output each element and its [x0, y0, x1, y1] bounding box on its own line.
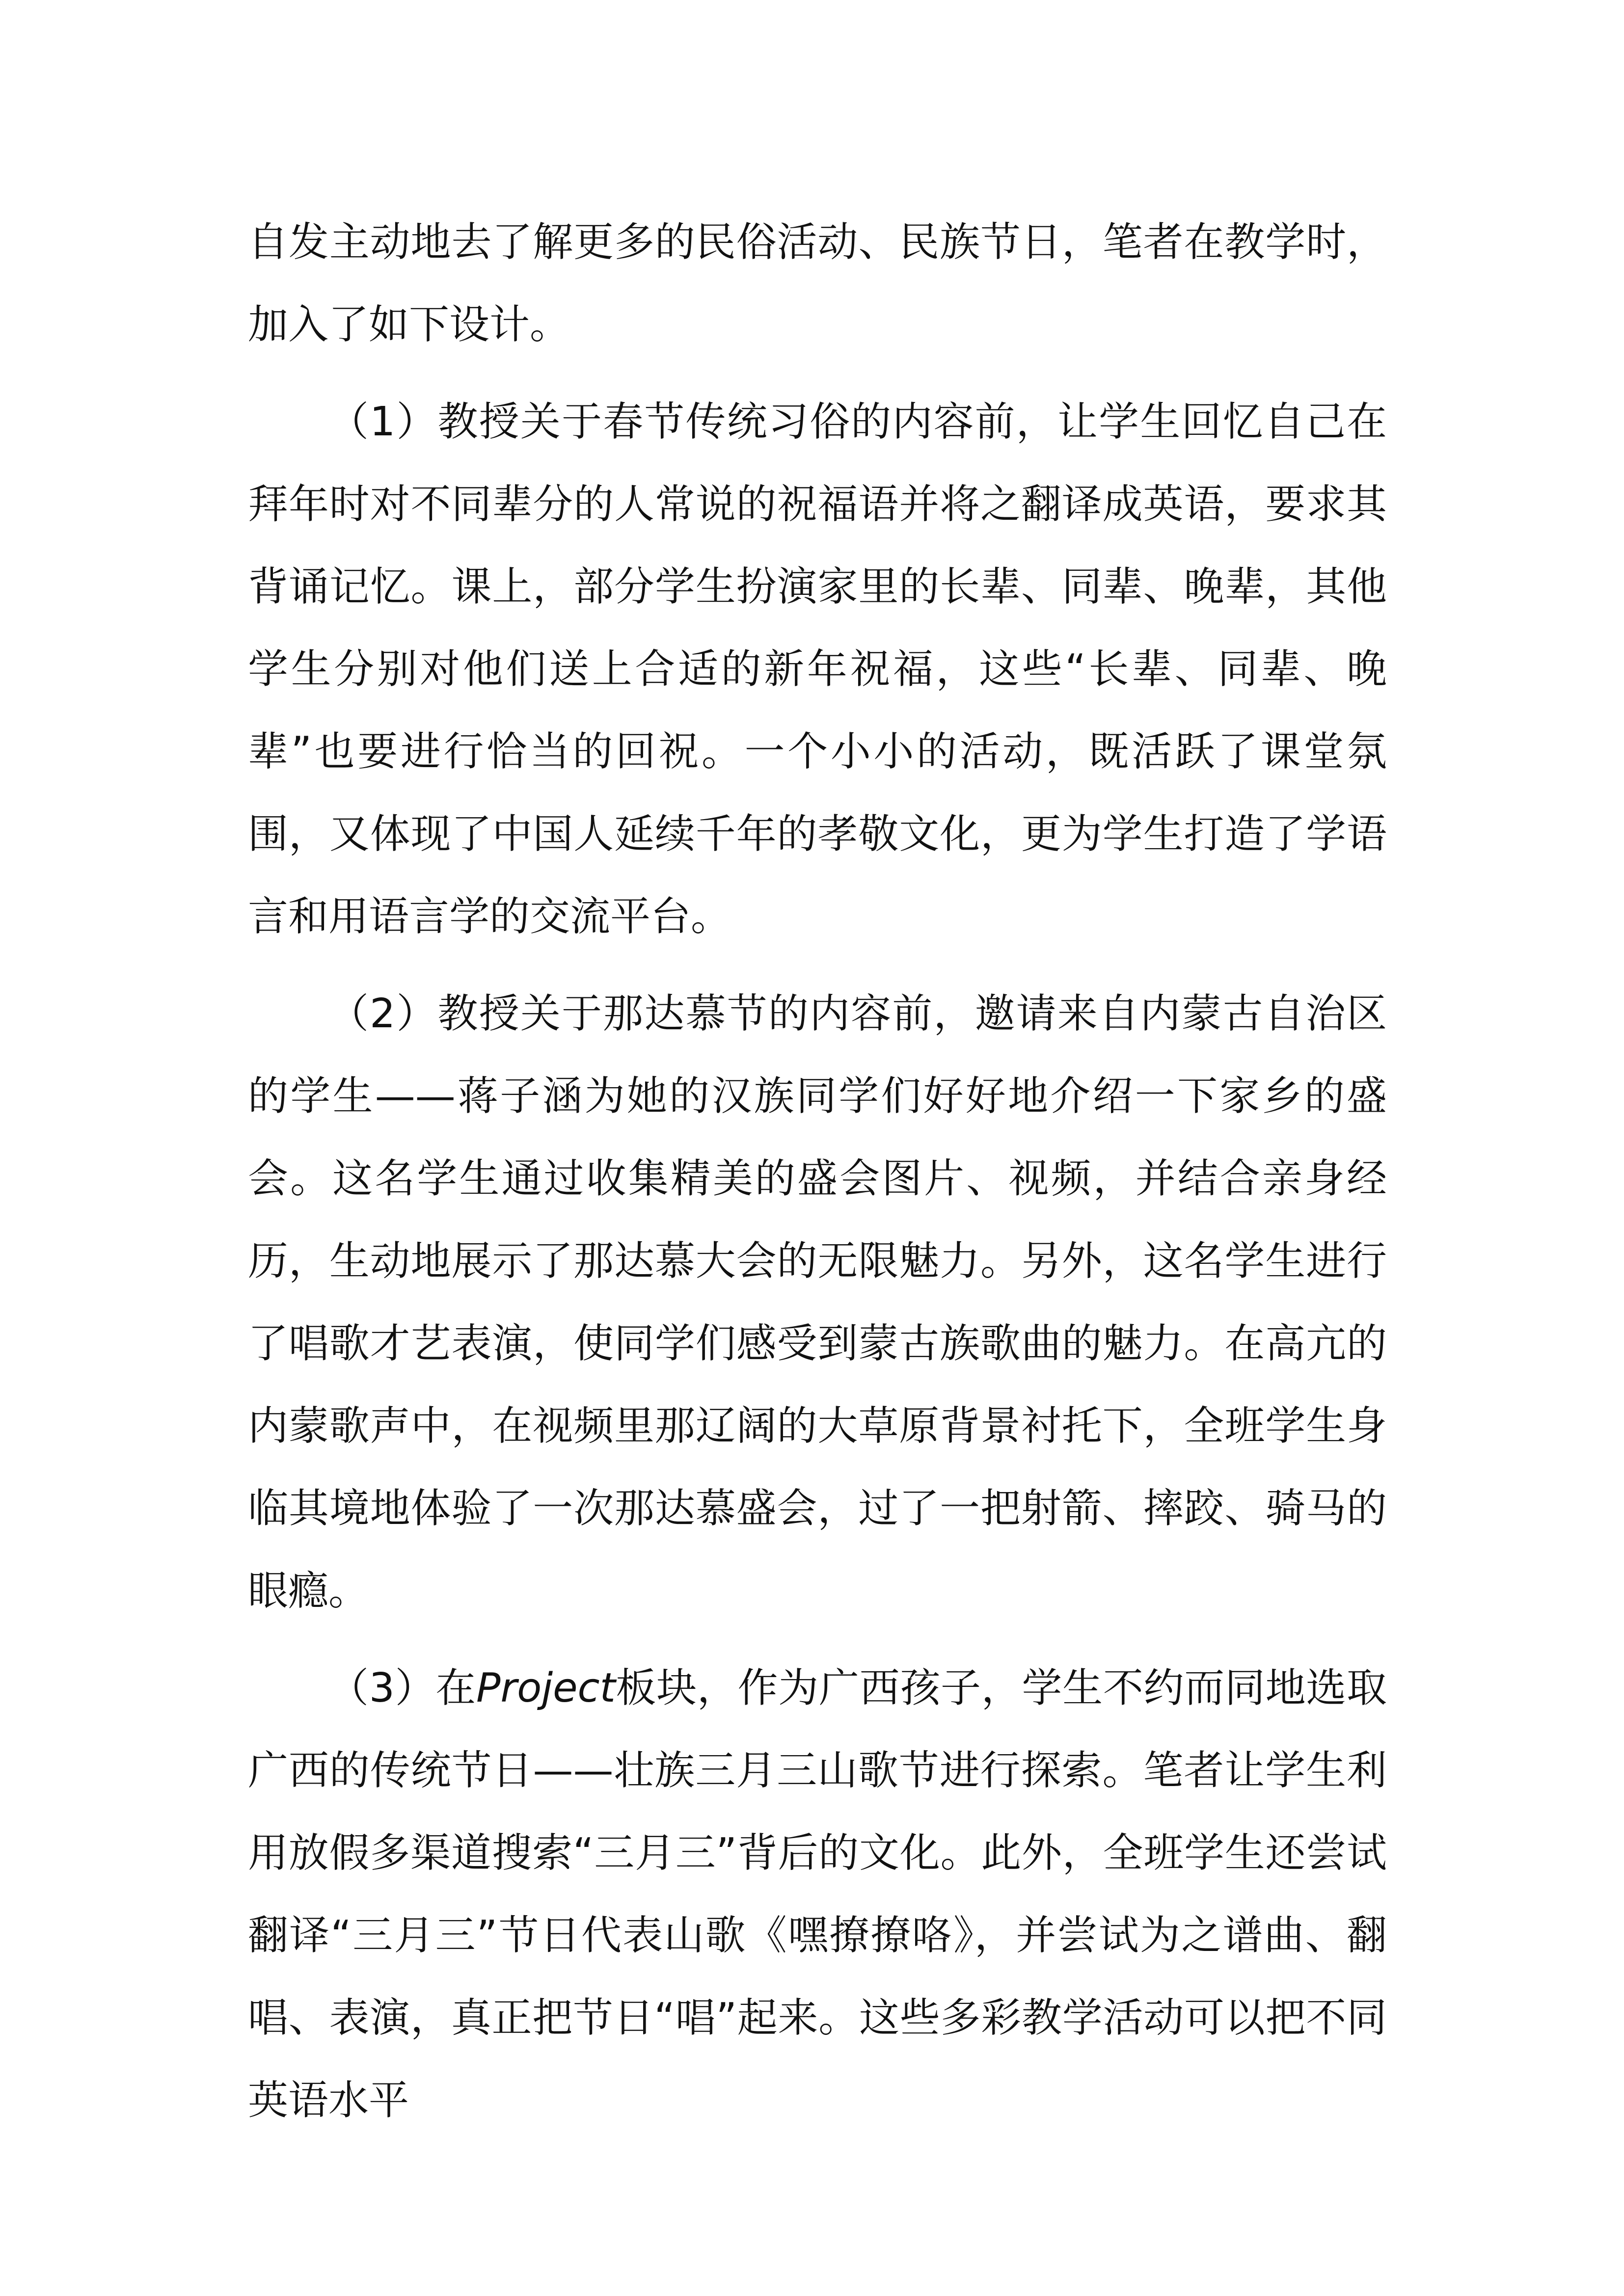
- body-text: [248, 201, 1387, 2142]
- paragraph-suffix-text: 板块，作为广西孩子，学生不约而同地选取广西的传统节日——壮族三月三山歌节进行探索。笔者让学生利用放假多渠道搜索“三月三”背后的文化。此外，全班学生还尝试翻译“三月三”节日代表山歌《嘿撩撩咯》，并尝试为之谱曲、翻唱、表演，真正把节日“唱”起来。这些多彩教学活动可以把不同英语水平: [248, 1665, 1387, 2124]
- paragraph-prefix-text: （3）在: [328, 1665, 476, 1711]
- paragraph-naadam-festival: （2）教授关于那达慕节的内容前，邀请来自内蒙古自治区的学生——蒋子涵为她的汉族同学们好好地介绍一下家乡的盛会。这名学生通过收集精美的盛会图片、视频，并结合亲身经历，生动地展示了那达慕大会的无限魅力。另外，这名学生进行了唱歌才艺表演，使同学们感受到蒙古族歌曲的魅力。在高亢的内蒙歌声中，在视频里那辽阔的大草原背景衬托下，全班学生身临其境地体验了一次那达慕盛会，过了一把射箭、摔跤、骑马的眼瘾。: [248, 990, 1387, 1614]
- paragraph-continuation: 自发主动地去了解更多的民俗活动、民族节日，笔者在教学时，加入了如下设计。: [248, 219, 1387, 348]
- paragraph-spring-festival: （1）教授关于春节传统习俗的内容前，让学生回忆自己在拜年时对不同辈分的人常说的祝福语并将之翻译成英语，要求其背诵记忆。课上，部分学生扮演家里的长辈、同辈、晚辈，其他学生分别对他们送上合适的新年祝福，这些“长辈、同辈、晚辈”也要进行恰当的回祝。一个小小的活动，既活跃了课堂氛围，又体现了中国人延续千年的孝敬文化，更为学生打造了学语言和用语言学的交流平台。: [248, 399, 1387, 940]
- project-label: Project: [476, 1665, 616, 1711]
- paragraph-sanyuesan-festival: [248, 1647, 1387, 2142]
